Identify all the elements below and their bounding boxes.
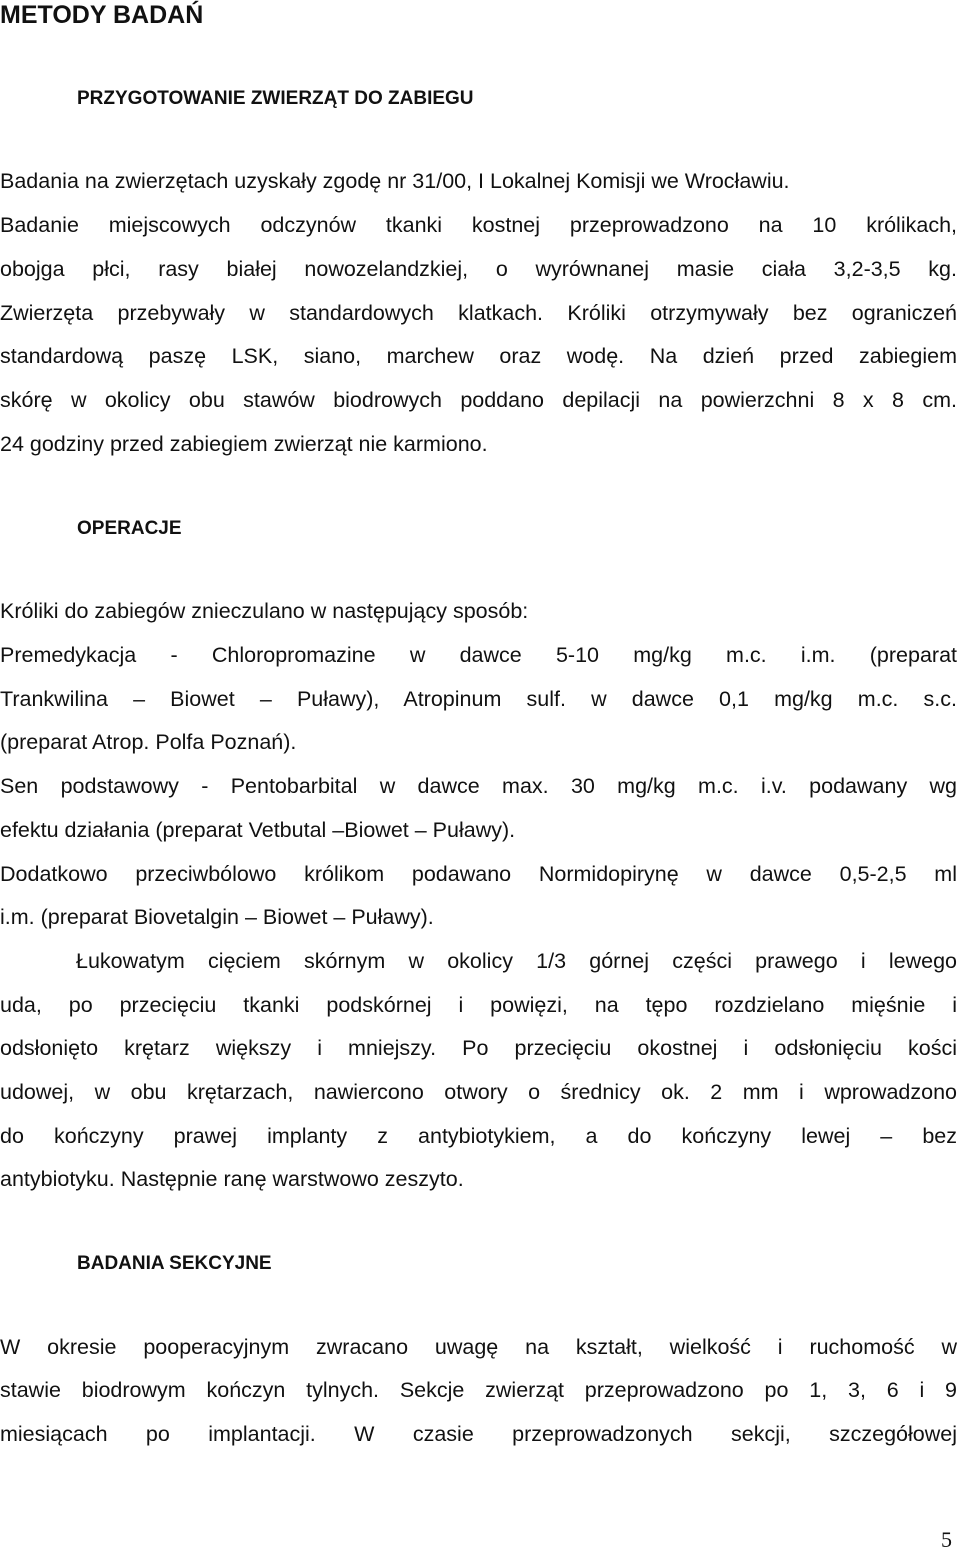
- section-heading-operacje: OPERACJE: [77, 518, 182, 539]
- paragraph-line: standardową paszę LSK, siano, marchew oraz wodę. Na dzień przed zabiegiem: [0, 344, 957, 368]
- paragraph-line: stawie biodrowym kończyn tylnych. Sekcje zwierząt przeprowadzono po 1, 3, 6 i 9: [0, 1378, 957, 1402]
- paragraph-line: Sen podstawowy - Pentobarbital w dawce max. 30 mg/kg m.c. i.v. podawany wg: [0, 774, 957, 798]
- section-heading-przygotowanie: PRZYGOTOWANIE ZWIERZĄT DO ZABIEGU: [77, 88, 474, 109]
- paragraph-line: efektu działania (preparat Vetbutal –Biowet – Puławy).: [0, 818, 516, 842]
- paragraph-line: miesiącach po implantacji. W czasie przeprowadzonych sekcji, szczegółowej: [0, 1422, 957, 1446]
- paragraph-line: 24 godziny przed zabiegiem zwierząt nie karmiono.: [0, 432, 488, 456]
- paragraph-line: odsłonięto krętarz większy i mniejszy. Po przecięciu okostnej i odsłonięciu kości: [0, 1036, 957, 1060]
- section-heading-badania-sekcyjne: BADANIA SEKCYJNE: [77, 1253, 272, 1274]
- paragraph-line: Dodatkowo przeciwbólowo królikom podawano Normidopirynę w dawce 0,5-2,5 ml: [0, 862, 957, 886]
- paragraph-line: do kończyny prawej implanty z antybiotykiem, a do kończyny lewej – bez: [0, 1124, 957, 1148]
- paragraph-line: W okresie pooperacyjnym zwracano uwagę na kształt, wielkość i ruchomość w: [0, 1335, 957, 1359]
- paragraph-line: Łukowatym cięciem skórnym w okolicy 1/3 górnej części prawego i lewego: [76, 949, 957, 973]
- paragraph-line: (preparat Atrop. Polfa Poznań).: [0, 730, 297, 754]
- paragraph-line: udowej, w obu krętarzach, nawiercono otwory o średnicy ok. 2 mm i wprowadzono: [0, 1080, 957, 1104]
- paragraph-line: Trankwilina – Biowet – Puławy), Atropinum sulf. w dawce 0,1 mg/kg m.c. s.c.: [0, 687, 957, 711]
- paragraph-line: uda, po przecięciu tkanki podskórnej i powięzi, na tępo rozdzielano mięśnie i: [0, 993, 957, 1017]
- paragraph-line: obojga płci, rasy białej nowozelandzkiej, o wyrównanej masie ciała 3,2-3,5 kg.: [0, 257, 957, 281]
- page-number: 5: [941, 1527, 952, 1552]
- paragraph-line: i.m. (preparat Biovetalgin – Biowet – Puławy).: [0, 905, 434, 929]
- paragraph-line: antybiotyku. Następnie ranę warstwowo zeszyto.: [0, 1167, 464, 1191]
- paragraph-line: Badania na zwierzętach uzyskały zgodę nr 31/00, I Lokalnej Komisji we Wrocławiu.: [0, 169, 790, 193]
- paragraph-line: Króliki do zabiegów znieczulano w następujący sposób:: [0, 599, 529, 623]
- paragraph-line: skórę w okolicy obu stawów biodrowych poddano depilacji na powierzchni 8 x 8 cm.: [0, 388, 957, 412]
- paragraph-line: Badanie miejscowych odczynów tkanki kostnej przeprowadzono na 10 królikach,: [0, 213, 957, 237]
- page-title: METODY BADAŃ: [0, 1, 204, 29]
- paragraph-line: Premedykacja - Chloropromazine w dawce 5-10 mg/kg m.c. i.m. (preparat: [0, 643, 957, 667]
- paragraph-line: Zwierzęta przebywały w standardowych klatkach. Króliki otrzymywały bez ograniczeń: [0, 301, 957, 325]
